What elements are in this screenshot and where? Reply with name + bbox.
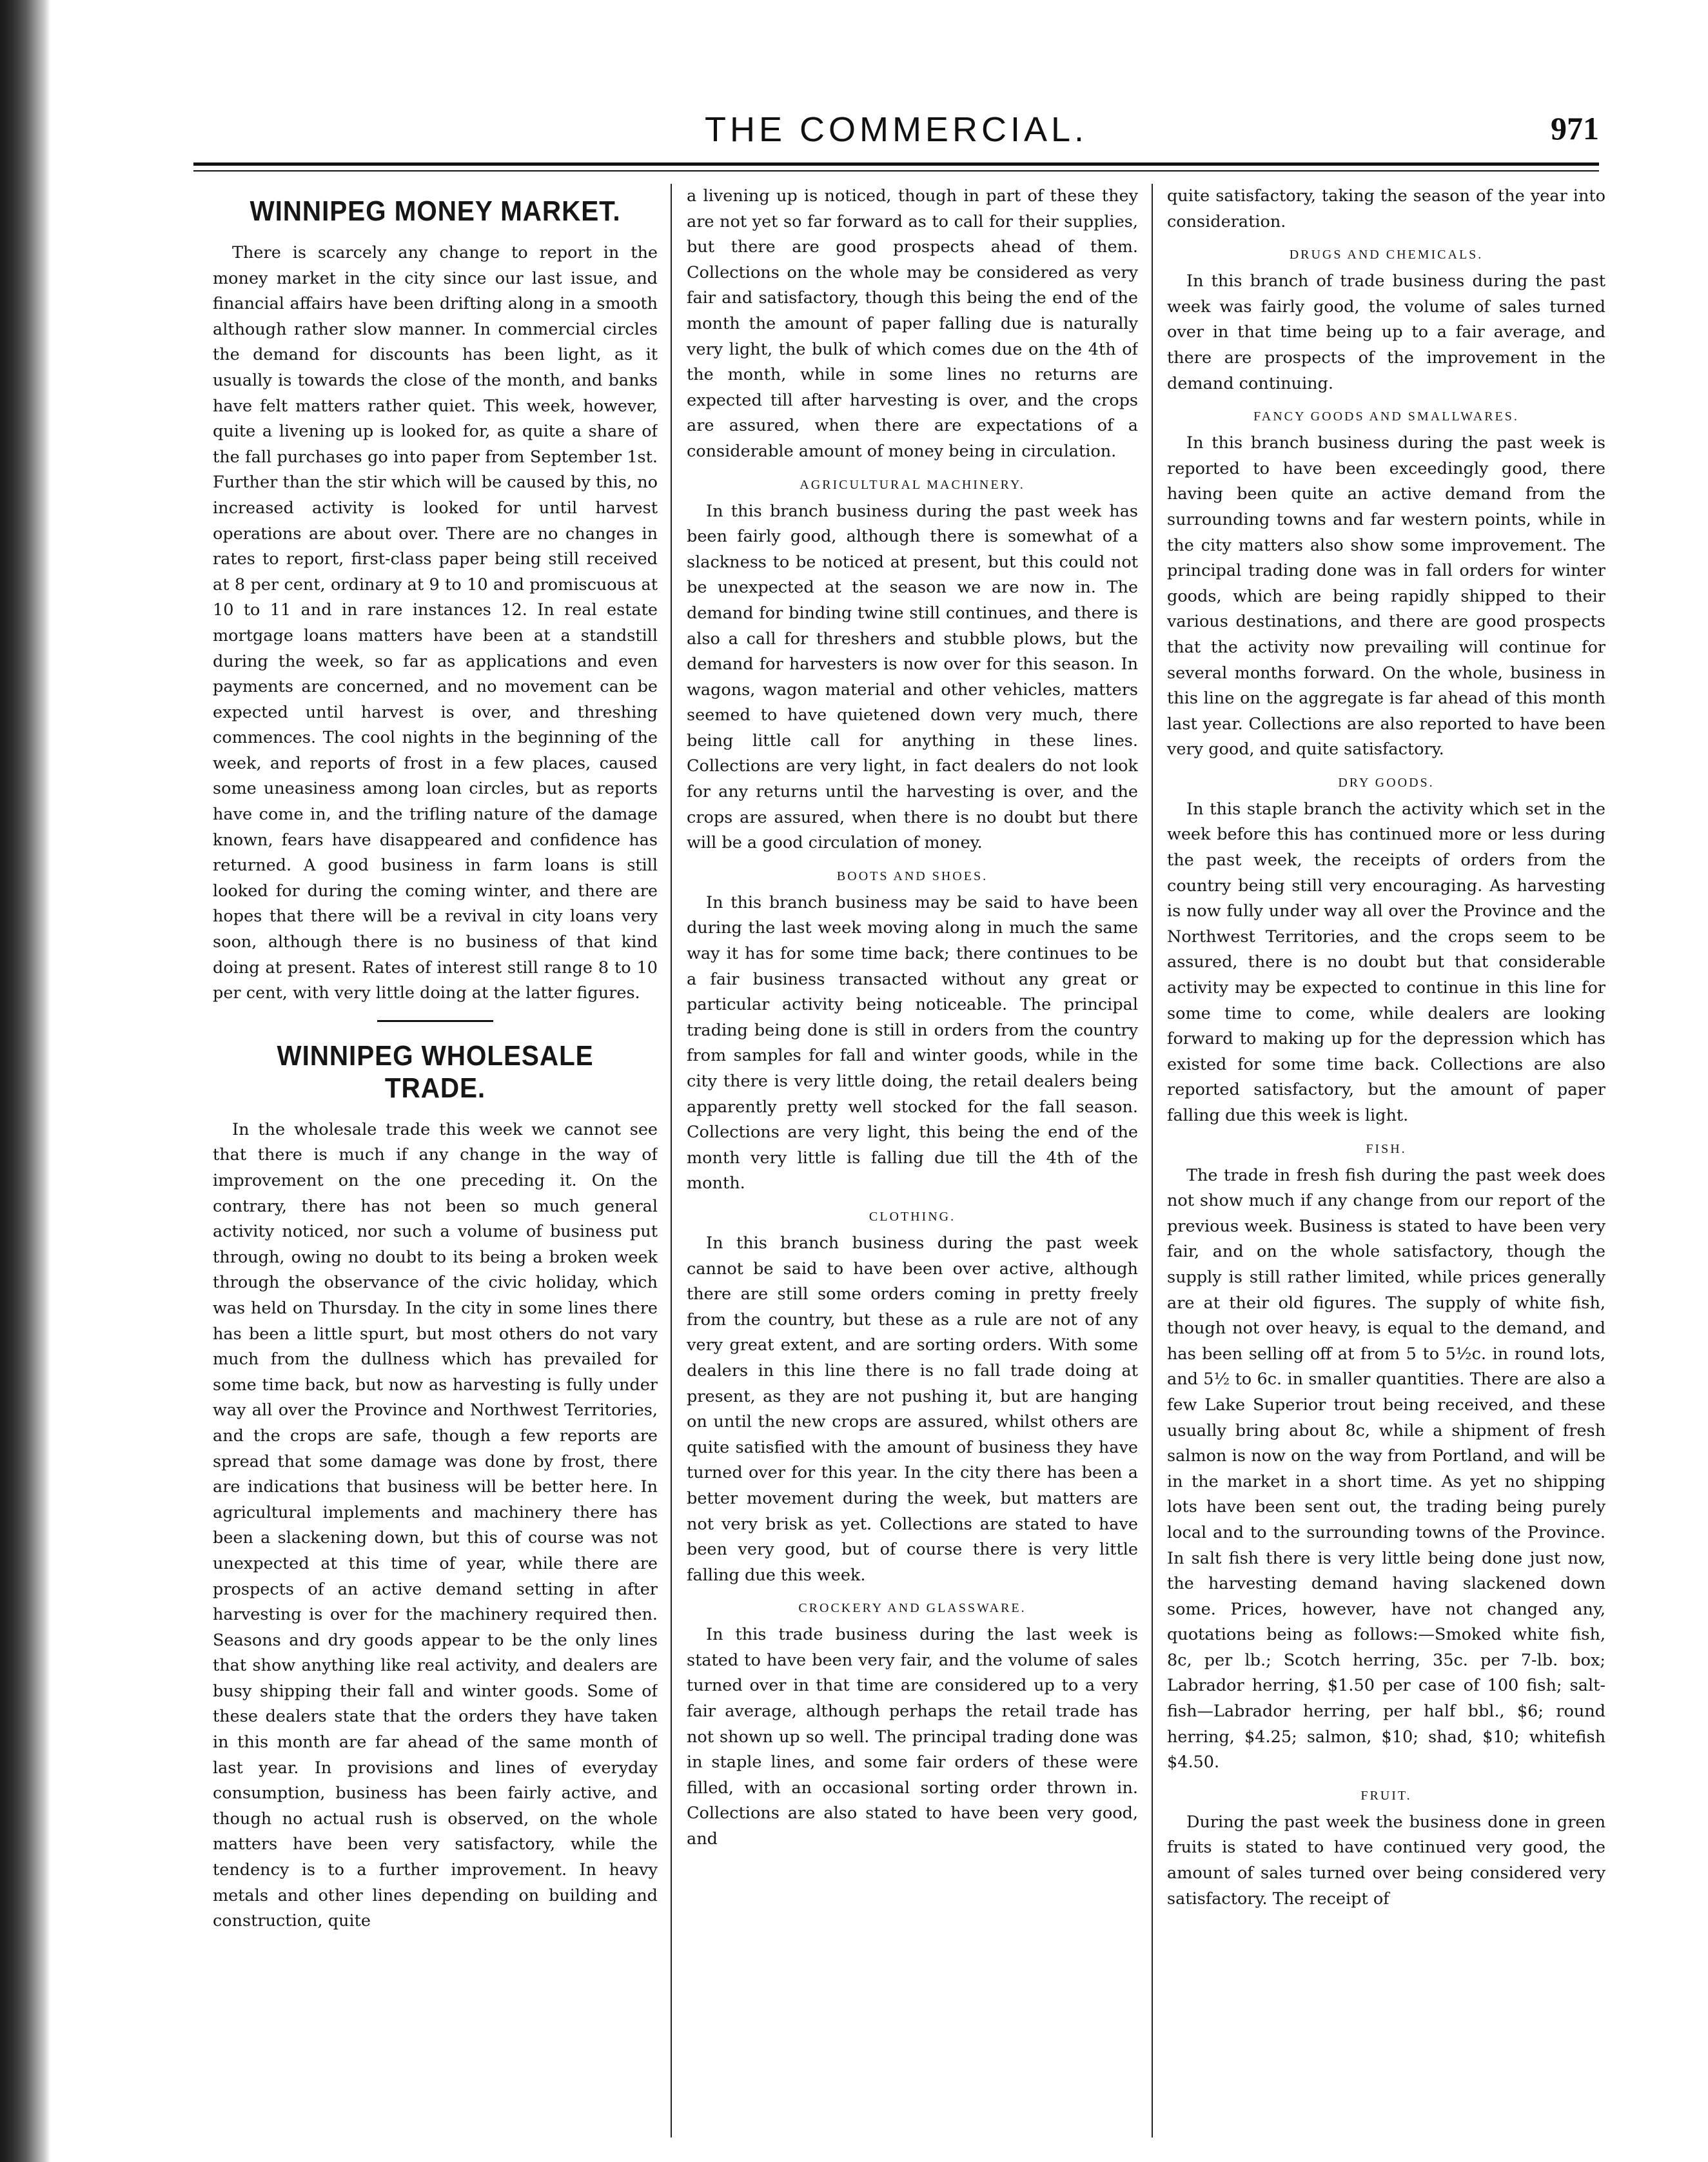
header-rule-thin <box>193 170 1599 172</box>
article-paragraph: In this branch of trade business during the past week was fairly good, the volume of sales turned over in that time being up to a fair average, and there are prospects of the improvement in the demand continuing. <box>1167 271 1605 393</box>
column-1 <box>213 184 658 2137</box>
article-heading-money-market: WINNIPEG MONEY MARKET. <box>250 195 621 227</box>
section-heading-dry-goods: DRY GOODS. <box>1338 775 1435 790</box>
article-paragraph: In this branch business during the past week has been fairly good, although there is somewhat of a slackness to be noticed at present, but this could not be unexpected at the season we are now in. The demand for binding twine still continues, and there is also a call for threshers and stubble plows, but the demand for harvesters is now over for this season. In wagons, wagon material and other vehicles, matters seemed to have quietened down very much, there being little call for anything in these lines. Collections are very light, in fact dealers do not look for any returns until the harvesting is over, and the crops are assured, when there is no doubt but there will be a good circulation of money. <box>687 501 1138 853</box>
page-binding-shadow <box>0 0 50 2162</box>
article-paragraph: In this branch business during the past week cannot be said to have been over active, although there are still some orders coming in pretty freely from the country, but these as a rule are not of any very great extent, and are sorting orders. With some dealers in this line there is no fall trade doing at present, as they are not pushing it, but are hanging on until the new crops are assured, whilst others are quite satisfied with the amount of business they have turned over for this year. In the city there has been a better movement during the week, but matters are not very brisk as yet. Collections are stated to have been very good, but of course there is very little falling due this week. <box>687 1233 1138 1585</box>
article-paragraph: quite satisfactory, taking the season of the year into consideration. <box>1167 186 1605 231</box>
page-number: 971 <box>1551 110 1599 146</box>
page-header <box>193 110 1599 155</box>
column-divider <box>671 184 672 2137</box>
article-paragraph: a livening up is noticed, though in part of these they are not yet so far forward as to call for their supplies, but there are good prospects ahead of them. Collections on the whole may be considered as very fair and satisfactory, though this being the end of the month the amount of paper falling due is naturally very light, the bulk of which comes due on the 4th of the month, while in some lines no returns are expected till after harvesting is over, and the crops are assured, when there are expectations of a considerable amount of money being in circulation. <box>687 186 1138 461</box>
section-heading-fruit: FRUIT. <box>1360 1788 1412 1803</box>
article-heading-wholesale-trade: WINNIPEG WHOLESALE TRADE. <box>277 1039 594 1104</box>
article-paragraph: In this staple branch the activity which set in the week before this has continued more or less during the past week, the receipts of orders from the country being still very encouraging. As harvesting is now fully under way all over the Province and the Northwest Territories, and the crops seem to be assured, there is no doubt but that considerable activity may be expected to continue in this line for some time to come, while dealers are looking forward to making up for the depression which has existed for some time back. Collections are also reported satisfactory, but the amount of paper falling due this week is light. <box>1167 799 1605 1125</box>
section-heading-fish: FISH. <box>1366 1141 1407 1156</box>
article-paragraph: In the wholesale trade this week we cannot see that there is much if any change in the way of improvement on the one preceding it. On the contrary, there has not been so much general activity noticed, nor such a volume of business put through, owing no doubt to its being a broken week through the observance of the civic holiday, which was held on Thursday. In the city in some lines there has been a little spurt, but most others do not vary much from the dullness which has prevailed for some time back, but now as harvesting is fully under way all over the Province and Northwest Territories, and the crops are safe, though a few reports are spread that some damage was done by frost, there are indications that business will be better here. In agricultural implements and machinery there has been a slackening down, but this of course was not unexpected at this time of year, while there are prospects of an active demand setting in after harvesting is over for the machinery required then. Seasons and dry goods appear to be the only lines that show anything like real activity, and dealers are busy shipping their fall and winter goods. Some of these dealers state that the orders they have taken in this month are far ahead of the same month of last year. In provisions and lines of everyday consumption, business has been fairly active, and though no actual rush is observed, on the whole matters have been very satisfactory, while the tendency is to a further improvement. In heavy metals and other lines depending on building and construction, quite <box>213 1119 658 1931</box>
article-paragraph: The trade in fresh fish during the past week does not show much if any change from our report of the previous week. Business is stated to have been very fair, and on the whole satisfactory, though the supply is still rather limited, while prices generally are at their old figures. The supply of white fish, though not over heavy, is equal to the demand, and has been selling off at from 5 to 5½c. in round lots, and 5½ to 6c. in smaller quantities. There are also a few Lake Superior trout being received, and these usually bring about 8c, while a shipment of fresh salmon is now on the way from Portland, and will be in the market in a short time. As yet no shipping lots have been sent out, the trading being purely local and to the surrounding towns of the Province. In salt fish there is very little being done just now, the harvesting demand having slackened down some. Prices, however, have not changed any, quotations being as follows:—Smoked white fish, 8c, per lb.; Scotch herring, 35c. per 7-lb. box; Labrador herring, $1.50 per case of 100 fish; salt-fish—Labrador herring, per half bbl., $6; round herring, $4.25; salmon, $10; shad, $10; whitefish $4.50. <box>1167 1165 1605 1773</box>
column-2 <box>687 184 1138 2137</box>
section-heading-crockery: CROCKERY AND GLASSWARE. <box>798 1601 1026 1616</box>
section-heading-drugs-and-chemicals: DRUGS AND CHEMICALS. <box>1289 248 1484 262</box>
article-separator <box>213 1014 658 1028</box>
article-paragraph: There is scarcely any change to report in the money market in the city since our last issue, and financial affairs have been drifting along in a smooth although rather slow manner. In commercial circles the demand for discounts has been light, as it usually is towards the close of the month, and banks have felt matters rather quiet. This week, however, quite a livening up is looked for, as quite a share of the fall purchases go into paper from September 1st. Further than the stir which will be caused by this, no increased activity is looked for until harvest operations are about over. There are no changes in rates to report, first-class paper being still received at 8 per cent, ordinary at 9 to 10 and promiscuous at 10 to 11 and in rare instances 12. In real estate mortgage loans matters have been at a standstill during the week, so far as applications and even payments are concerned, and no movement can be expected until harvest is over, and threshing commences. The cool nights in the beginning of the week, and reports of frost in a few places, caused some uneasiness among loan circles, but as reports have come in, and the trifling nature of the damage known, fears have disappeared and confidence has returned. A good business in farm loans is still looked for during the coming winter, and there are hopes that there will be a revival in city loans very soon, although there is no business of that kind doing at present. Rates of interest still range 8 to 10 per cent, with very little doing at the latter figures. <box>213 243 658 1003</box>
article-paragraph: In this branch business may be said to have been during the last week moving along in much the same way it has for some time back; there continues to be a fair business transacted without any great or particular activity being noticeable. The principal trading being done is still in orders from the country from samples for fall and winter goods, while in the city there is very little doing, the retail dealers being apparently pretty well stocked for the fall season. Collections are very light, this being the end of the month very little is falling due till the 4th of the month. <box>687 892 1138 1194</box>
section-heading-agricultural-machinery: AGRICULTURAL MACHINERY. <box>800 477 1025 492</box>
article-paragraph: In this trade business during the last week is stated to have been very fair, and the volume of sales turned over in that time are considered up to a very fair average, although perhaps the retail trade has not shown up so well. The principal trading done was in staple lines, and some fair orders of these were filled, with an occasional sorting order thrown in. Collections are also stated to have been very good, and <box>687 1625 1138 1849</box>
column-divider <box>1152 184 1153 2137</box>
header-rule-thick <box>193 162 1599 166</box>
section-heading-fancy-goods: FANCY GOODS AND SMALLWARES. <box>1253 409 1519 424</box>
section-heading-boots-and-shoes: BOOTS AND SHOES. <box>836 869 988 883</box>
masthead-title: THE COMMERCIAL. <box>704 110 1088 149</box>
column-3 <box>1167 184 1605 2137</box>
article-paragraph: During the past week the business done in green fruits is stated to have continued very good, the amount of sales turned over being considered very satisfactory. The receipt of <box>1167 1812 1605 1909</box>
article-paragraph: In this branch business during the past week is reported to have been exceedingly good, there having been quite an active demand from the surrounding towns and far western points, while in the city matters also show some improvement. The principal trading done was in fall orders for winter goods, which are being rapidly shipped to their various destinations, and there are good prospects that the activity now prevailing will continue for several months forward. On the whole, business in this line on the aggregate is far ahead of this month last year. Collections are also reported to have been very good, and quite satisfactory. <box>1167 433 1605 760</box>
section-heading-clothing: CLOTHING. <box>869 1209 956 1224</box>
